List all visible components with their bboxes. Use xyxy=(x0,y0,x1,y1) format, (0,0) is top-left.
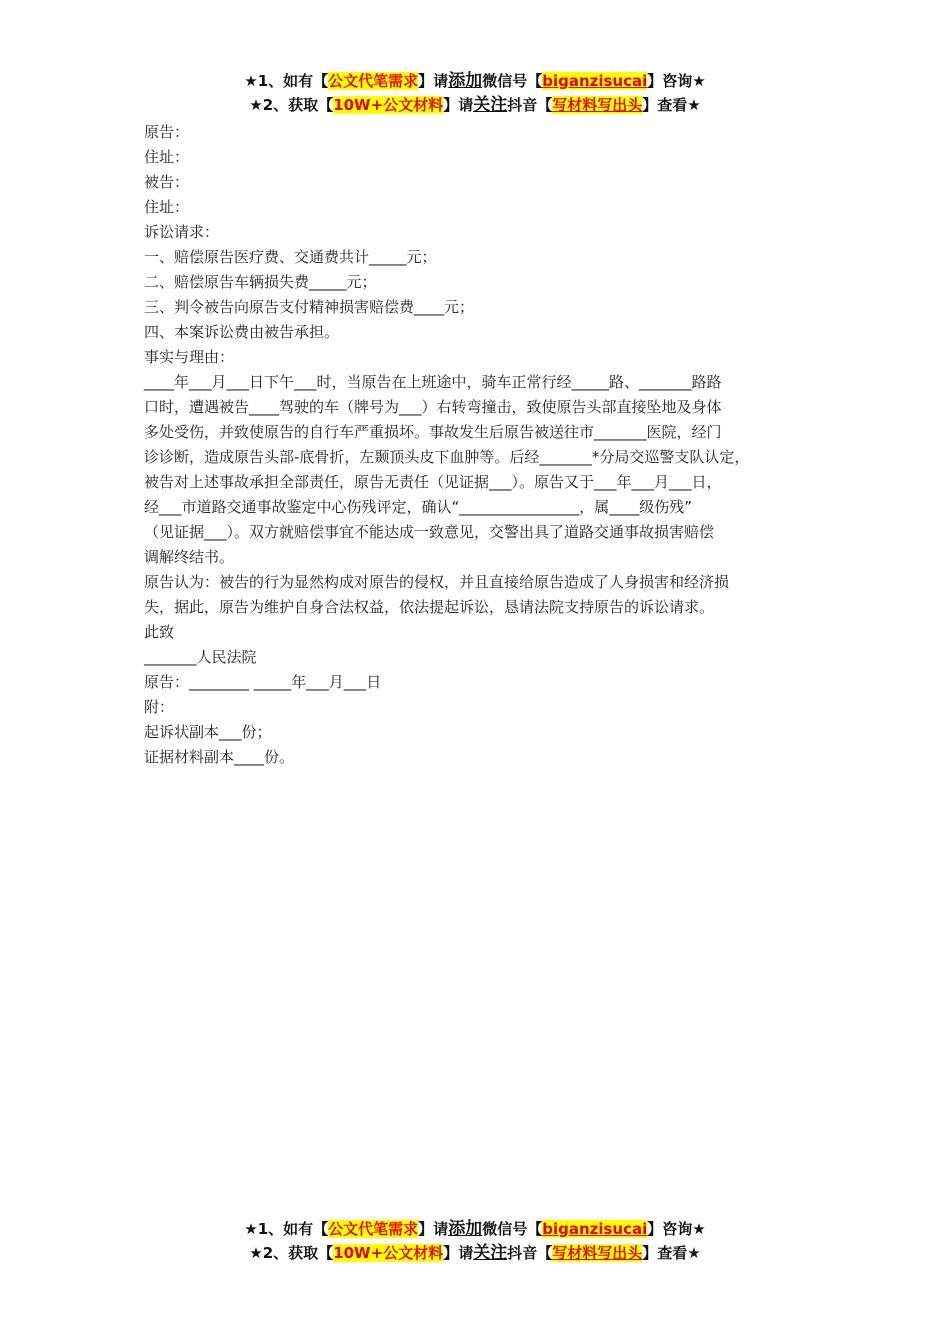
doc-line: 此致 xyxy=(144,623,175,641)
doc-line: 起诉状副本___份； xyxy=(144,723,272,741)
doc-line: 事实与理由： xyxy=(144,348,235,366)
doc-line: _______人民法院 xyxy=(144,648,257,666)
doc-line: 被告： xyxy=(144,173,190,191)
highlight-text: 10W+公文材料 xyxy=(333,1244,444,1262)
doc-line: 住址： xyxy=(144,198,190,216)
doc-line: 调解终结书。 xyxy=(144,548,235,566)
doc-line: 附： xyxy=(144,698,175,716)
highlight-text: 公文代笔需求 xyxy=(328,1220,419,1238)
wechat-id: biganzisucai xyxy=(542,1220,648,1238)
banner-line-2: ★2、获取【10W+公文材料】请关注抖音【写材料写出头】查看★ xyxy=(249,1243,701,1263)
doc-line: 多处受伤，并致使原告的自行车严重损坏。事故发生后原告被送往市_______医院，经门 xyxy=(144,423,722,441)
doc-line: 四、本案诉讼费由被告承担。 xyxy=(144,323,340,341)
wechat-id: biganzisucai xyxy=(542,72,648,90)
complaint-body xyxy=(144,120,834,770)
highlight-text: 10W+公文材料 xyxy=(333,96,444,114)
douyin-account: 写材料写出头 xyxy=(552,96,643,114)
doc-line: 住址： xyxy=(144,148,190,166)
doc-line: 一、赔偿原告医疗费、交通费共计_____元； xyxy=(144,248,437,266)
doc-line: 证据材料副本____份。 xyxy=(144,748,295,766)
doc-line: 原告： xyxy=(144,123,190,141)
header-banner xyxy=(0,69,950,117)
doc-line: 经___市道路交通事故鉴定中心伤残评定，确认“________________，属____级伤残” xyxy=(144,498,693,516)
doc-line: 三、判令被告向原告支付精神损害赔偿费____元； xyxy=(144,298,475,316)
doc-line: 原告：________ _____年___月___日 xyxy=(144,673,382,691)
doc-line: 二、赔偿原告车辆损失费_____元； xyxy=(144,273,377,291)
footer-banner xyxy=(0,1217,950,1265)
doc-line: （见证据___）。双方就赔偿事宜不能达成一致意见，交警出具了道路交通事故损害赔偿 xyxy=(144,523,715,541)
doc-line: ____年___月___日下午___时，当原告在上班途中，骑车正常行经_____路、_______路路 xyxy=(144,373,722,391)
doc-line: 口时，遭遇被告____驾驶的车（牌号为___）右转弯撞击，致使原告头部直接坠地及身体 xyxy=(144,398,722,416)
doc-line: 原告认为：被告的行为显然构成对原告的侵权，并且直接给原告造成了人身损害和经济损 xyxy=(144,573,730,591)
highlight-text: 公文代笔需求 xyxy=(328,72,419,90)
doc-line: 诉讼请求： xyxy=(144,223,220,241)
banner-line-1: ★1、如有【公文代笔需求】请添加微信号【biganzisucai】咨询★ xyxy=(244,71,706,91)
banner-line-2: ★2、获取【10W+公文材料】请关注抖音【写材料写出头】查看★ xyxy=(249,95,701,115)
doc-line: 诊诊断，造成原告头部-底骨折，左颞顶头皮下血肿等。后经_______*分局交巡警支队认定， xyxy=(144,448,750,466)
doc-line: 被告对上述事故承担全部责任，原告无责任（见证据___）。原告又于___年___月___日， xyxy=(144,473,722,491)
douyin-account: 写材料写出头 xyxy=(552,1244,643,1262)
banner-line-1: ★1、如有【公文代笔需求】请添加微信号【biganzisucai】咨询★ xyxy=(244,1219,706,1239)
doc-line: 失，据此，原告为维护自身合法权益，依法提起诉讼，恳请法院支持原告的诉讼请求。 xyxy=(144,598,715,616)
